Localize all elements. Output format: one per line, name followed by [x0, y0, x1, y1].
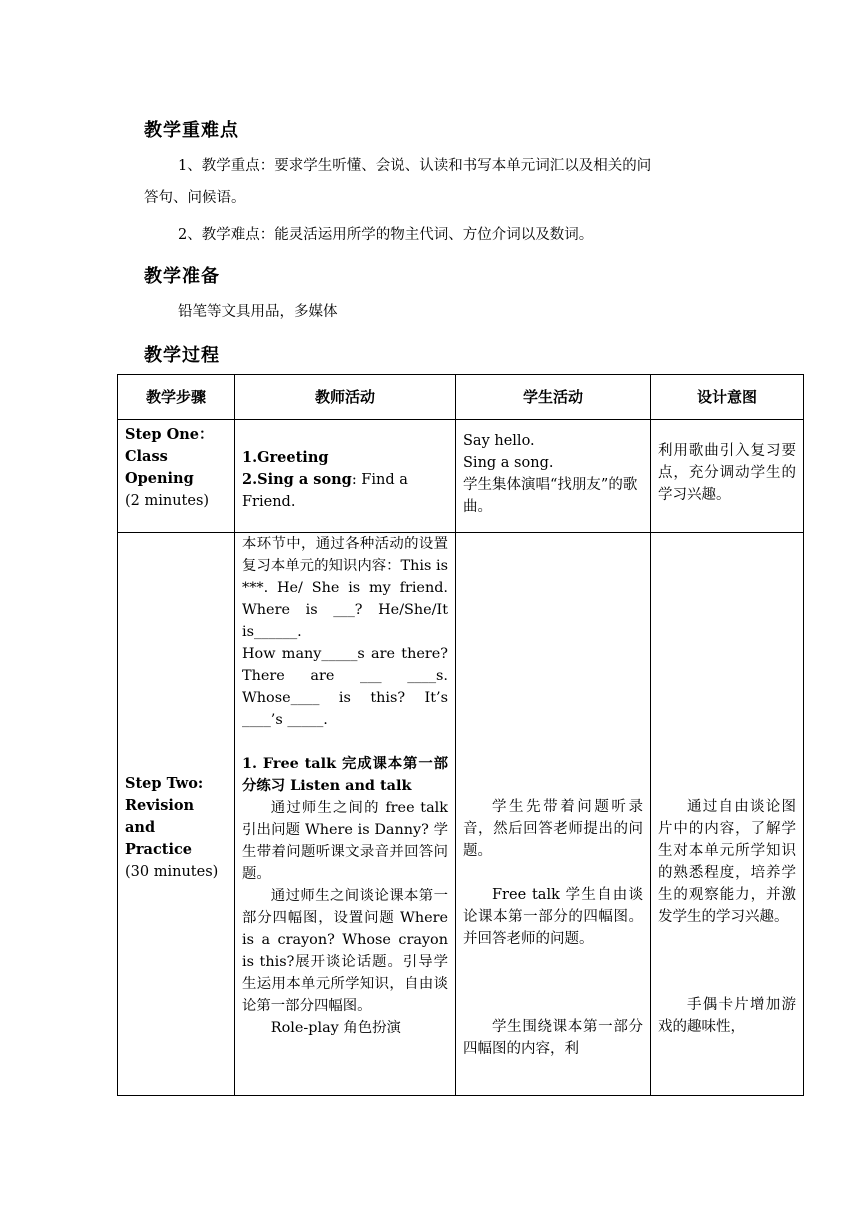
spacer: [463, 950, 643, 1016]
intent-free-talk: 通过自由谈论图片中的内容，了解学生对本单元所学知识的熟悉程度，培养学生的观察能力，并激发学生的学习兴趣。: [658, 799, 796, 925]
key-point-1-line2: 答句、问候语。: [144, 190, 246, 206]
step-one-cell: [118, 420, 235, 533]
step-two-student-cell: [456, 533, 651, 1096]
key-point-2: 2、教学难点：能灵活运用所学的物主代词、方位介词以及数词。: [178, 227, 594, 243]
teacher-free-talk-para: 通过师生之间的 free talk 引出问题 Where is Danny? 学生带着问题听课文录音并回答问题。: [242, 800, 448, 882]
student-role-play: 学生围绕课本第一部分四幅图的内容，利: [463, 1019, 643, 1057]
step-two-intent-cell: [651, 533, 804, 1096]
teacher-free-talk-title: 1. Free talk 完成课本第一部分练习 Listen and talk: [242, 755, 448, 794]
table-row-step-one: [118, 420, 804, 533]
header-student: 学生活动: [456, 375, 651, 420]
teacher-how-many: How many_____s are there? There are ___ ____s. Whose____ is this? It’s ____’s _____.: [242, 646, 448, 728]
teaching-process-table: [117, 374, 804, 1096]
spacer: [242, 731, 448, 753]
header-step: 教学步骤: [118, 375, 235, 420]
header-intent: 设计意图: [651, 375, 804, 420]
step-one-student-cell: [456, 420, 651, 533]
teacher-sing-song-bold: 2.Sing a song: [242, 471, 352, 488]
prep-text: 铅笔等文具用品，多媒体: [178, 304, 338, 320]
step-two-time: (30 minutes): [125, 864, 219, 880]
spacer: [658, 928, 796, 994]
step-one-teacher-cell: [235, 420, 456, 533]
teacher-role-play: Role-play 角色扮演: [270, 1020, 401, 1036]
student-say-hello: Say hello.: [463, 433, 535, 449]
key-points-heading: 教学重难点: [144, 120, 239, 141]
teacher-intro: 本环节中，通过各种活动的设置复习本单元的知识内容：This is ***. He/ She is my friend. Where is ___? He/She/It is______.: [242, 536, 448, 640]
teacher-greeting: 1.Greeting: [242, 449, 329, 466]
header-teacher: 教师活动: [235, 375, 456, 420]
step-two-title: Step Two: Revision and Practice: [125, 775, 204, 858]
teacher-discussion-para: 通过师生之间谈论课本第一部分四幅图，设置问题 Where is a crayon? Whose crayon is this?展开谈论话题。引导学生运用本单元所学知识，自由谈论第一部分四幅图。: [242, 888, 448, 1014]
student-group-sing: 学生集体演唱“找朋友”的歌曲。: [463, 477, 638, 515]
table-header-row: [118, 375, 804, 420]
student-listen-answer: 学生先带着问题听录音，然后回答老师提出的问题。: [463, 799, 643, 859]
step-two-teacher-cell: [235, 533, 456, 1096]
step-two-cell: [118, 533, 235, 1096]
intent-puppet-cards: 手偶卡片增加游戏的趣味性，: [658, 997, 796, 1035]
spacer: [463, 862, 643, 884]
step-one-intent: 利用歌曲引入复习要点，充分调动学生的学习兴趣。: [658, 443, 796, 503]
process-heading: 教学过程: [144, 345, 220, 366]
student-free-talk: Free talk 学生自由谈论课本第一部分的四幅图。并回答老师的问题。: [463, 887, 643, 947]
teacher-sing-song-rest: : Find a Friend.: [242, 472, 408, 510]
teacher-sing-song: [242, 469, 448, 513]
step-one-intent-cell: [651, 420, 804, 533]
student-sing-song: Sing a song.: [463, 455, 554, 471]
table-row-step-two: [118, 533, 804, 1096]
step-one-time: (2 minutes): [125, 493, 210, 509]
step-one-title: Step One：Class Opening: [125, 426, 214, 487]
key-point-1-line1: 1、教学重点：要求学生听懂、会说、认读和书写本单元词汇以及相关的问: [178, 158, 652, 174]
prep-heading: 教学准备: [144, 266, 220, 287]
